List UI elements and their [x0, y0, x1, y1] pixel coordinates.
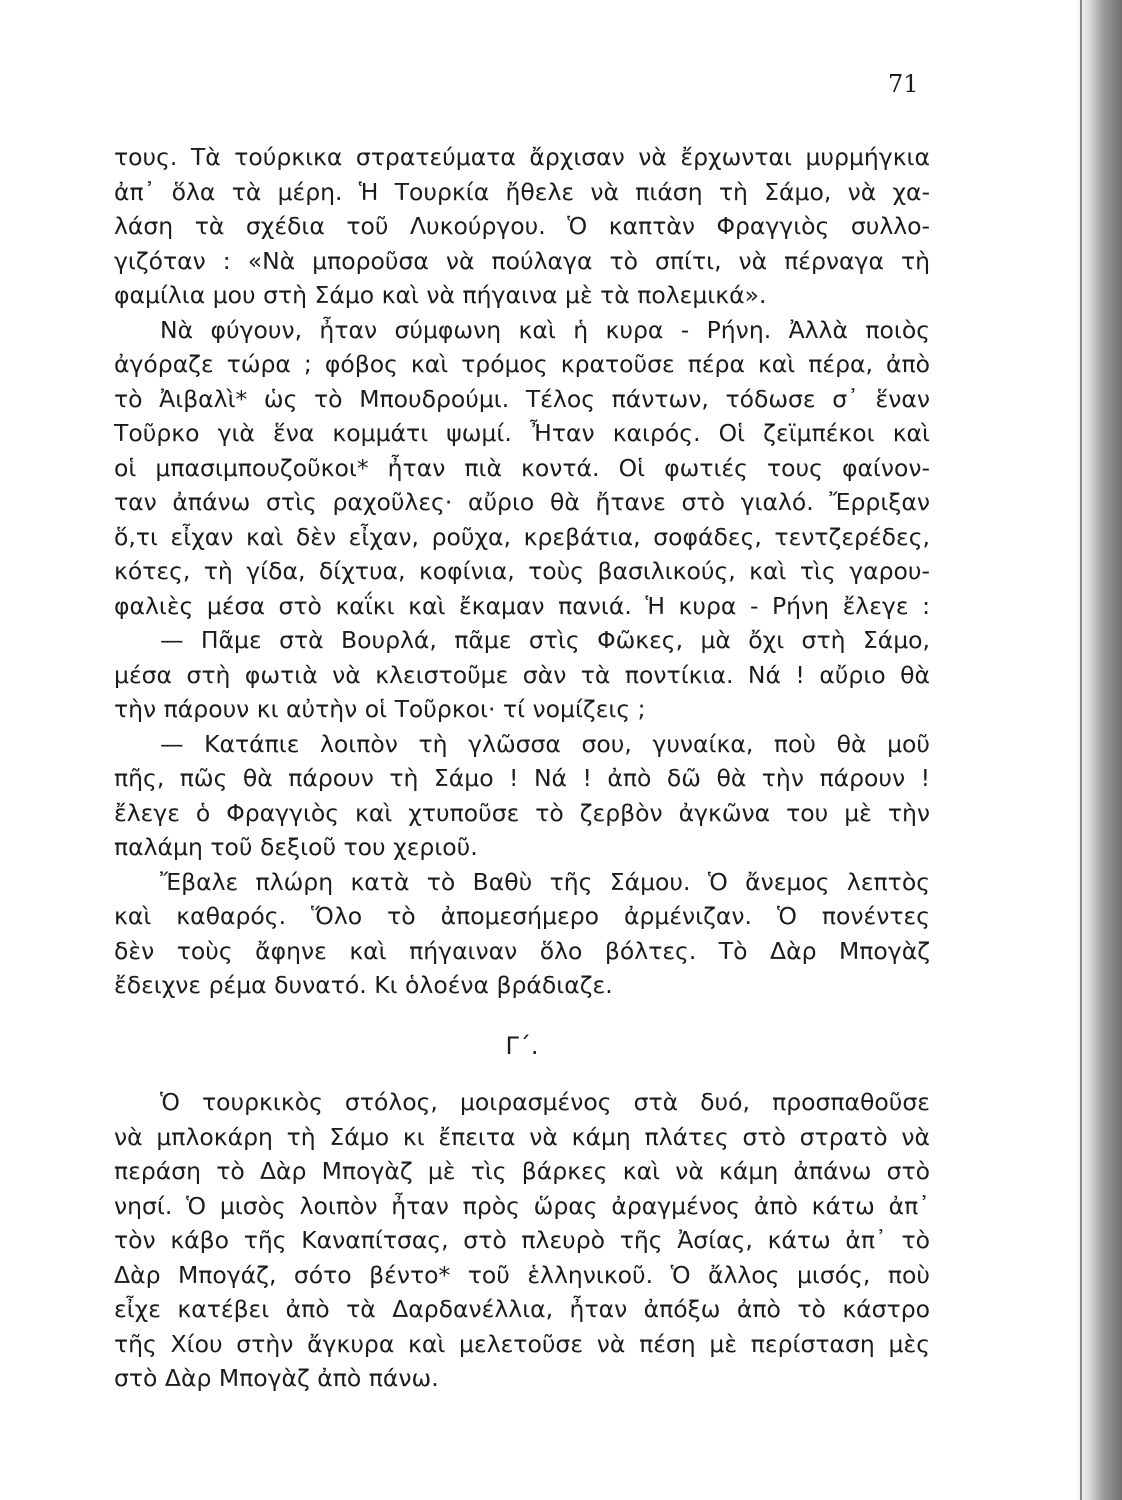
text-line: τὸ Ἀιβαλὶ* ὡς τὸ Μπουδρούμι. Τέλος πάντων, τόδωσε σ᾽ ἕναν: [114, 384, 930, 413]
text-line: πῆς, πῶς θὰ πάρουν τὴ Σάμο ! Νά ! ἀπὸ δῶ θὰ τὴν πάρουν !: [114, 764, 930, 792]
text-line: — Κατάπιε λοιπὸν τὴ γλῶσσα σου, γυναίκα, ποὺ θὰ μοῦ: [160, 729, 930, 758]
text-line: ὅ,τι εἶχαν καὶ δὲν εἶχαν, ροῦχα, κρεβάτια, σοφάδες, τεντζερέδες,: [114, 522, 930, 551]
text-line: Ὁ τουρκικὸς στόλος, μοιρασμένος στὰ δυό, προσπαθοῦσε: [160, 1088, 930, 1116]
text-line: φαμίλια μου στὴ Σάμο καὶ νὰ πήγαινα μὲ τὰ πολεμικά».: [114, 281, 767, 309]
text-line: γιζόταν : «Νὰ μποροῦσα νὰ πούλαγα τὸ σπίτι, νὰ πέρναγα τὴ: [114, 246, 930, 275]
text-line: καὶ καθαρός. Ὅλο τὸ ἀπομεσήμερο ἀρμένιζαν. Ὁ πονέντες: [114, 902, 930, 930]
text-line: φαλιὲς μέσα στὸ καΐκι καὶ ἔκαμαν πανιά. Ἡ κυρα - Ρήνη ἔλεγε :: [114, 591, 930, 620]
text-line: τὸν κάβο τῆς Καναπίτσας, στὸ πλευρὸ τῆς Ἀσίας, κάτω ἀπ᾽ τὸ: [114, 1226, 930, 1254]
text-line: ταν ἀπάνω στὶς ραχοῦλες· αὔριο θὰ ἤτανε στὸ γιαλό. Ἔρριξαν: [114, 488, 930, 516]
text-line: ἔλεγε ὁ Φραγγιὸς καὶ χτυποῦσε τὸ ζερβὸν ἀγκῶνα του μὲ τὴν: [114, 798, 930, 827]
text-line: παλάμη τοῦ δεξιοῦ του χεριοῦ.: [114, 833, 478, 861]
text-line: περάση τὸ Δὰρ Μπογὰζ μὲ τὶς βάρκες καὶ νὰ κάμη ἀπάνω στὸ: [114, 1157, 930, 1185]
page-edge-line: [1080, 0, 1082, 1500]
text-line: τους. Τὰ τούρκικα στρατεύματα ἄρχισαν νὰ ἔρχωνται μυρμήγκια: [114, 143, 930, 171]
text-line: Νὰ φύγουν, ἦταν σύμφωνη καὶ ἡ κυρα - Ρήνη. Ἀλλὰ ποιὸς: [160, 315, 930, 344]
text-line: ἀγόραζε τώρα ; φόβος καὶ τρόμος κρατοῦσε πέρα καὶ πέρα, ἀπὸ: [114, 350, 930, 378]
text-line: τὴν πάρουν κι αὐτὴν οἱ Τοῦρκοι· τί νομίζεις ;: [114, 695, 646, 723]
text-line: οἱ μπασιμπουζοῦκοι* ἦταν πιὰ κοντά. Οἱ φωτιές τους φαίνον-: [114, 453, 930, 482]
text-line: Δὰρ Μπογάζ, σότο βέντο* τοῦ ἑλληνικοῦ. Ὁ ἄλλος μισός, ποὺ: [114, 1260, 930, 1289]
text-line: λάση τὰ σχέδια τοῦ Λυκούργου. Ὁ καπτὰν Φραγγιὸς συλλο-: [114, 212, 930, 240]
text-line: τῆς Χίου στὴν ἄγκυρα καὶ μελετοῦσε νὰ πέση μὲ περίσταση μὲς: [114, 1329, 930, 1358]
text-line: Τοῦρκο γιὰ ἕνα κομμάτι ψωμί. Ἦταν καιρός. Οἱ ζεϊμπέκοι καὶ: [114, 419, 930, 447]
text-body: [114, 140, 930, 1396]
text-line: μέσα στὴ φωτιὰ νὰ κλειστοῦμε σὰν τὰ ποντίκια. Νά ! αὔριο θὰ: [114, 660, 930, 689]
text-line: ἀπ᾽ ὅλα τὰ μέρη. Ἡ Τουρκία ἤθελε νὰ πιάση τὴ Σάμο, νὰ χα-: [114, 177, 930, 206]
text-line: νὰ μπλοκάρη τὴ Σάμο κι ἔπειτα νὰ κάμη πλάτες στὸ στρατὸ νὰ: [114, 1122, 930, 1151]
text-line: ἔδειχνε ρέμα δυνατό. Κι ὁλοένα βράδιαζε.: [114, 971, 613, 999]
page-edge-shadow: [1076, 0, 1122, 1500]
text-line: στὸ Δὰρ Μπογὰζ ἀπὸ πάνω.: [114, 1364, 439, 1392]
text-line: δὲν τοὺς ἄφηνε καὶ πήγαιναν ὅλο βόλτες. Τὸ Δὰρ Μπογὰζ: [114, 936, 930, 965]
text-line: εἶχε κατέβει ἀπὸ τὰ Δαρδανέλλια, ἦταν ἀπόξω ἀπὸ τὸ κάστρο: [114, 1295, 930, 1323]
text-line: Ἔβαλε πλώρη κατὰ τὸ Βαθὺ τῆς Σάμου. Ὁ ἄνεμος λεπτὸς: [160, 867, 930, 896]
section-heading: Γ΄.: [505, 1031, 539, 1060]
text-line: — Πᾶμε στὰ Βουρλά, πᾶμε στὶς Φῶκες, μὰ ὄχι στὴ Σάμο,: [160, 626, 930, 654]
text-line: νησί. Ὁ μισὸς λοιπὸν ἦταν πρὸς ὥρας ἀραγμένος ἀπὸ κάτω ἀπ᾽: [114, 1191, 930, 1220]
text-line: κότες, τὴ γίδα, δίχτυα, κοφίνια, τοὺς βασιλικούς, καὶ τὶς γαρου-: [114, 557, 930, 585]
page-number: 71: [888, 70, 919, 98]
